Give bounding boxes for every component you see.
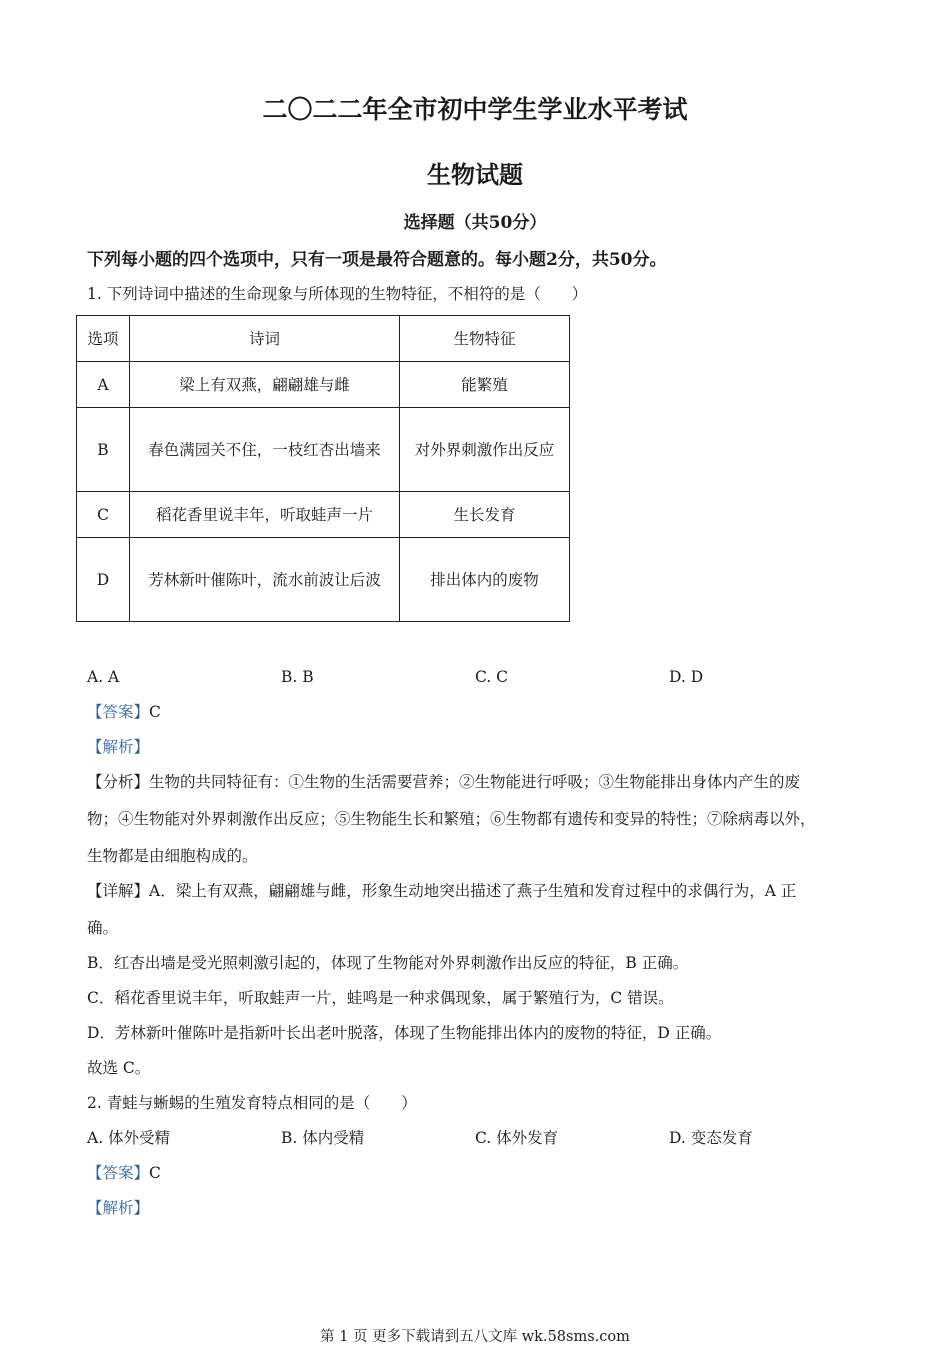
- q2-stem: 2. 青蛙与蜥蜴的生殖发育特点相同的是（ ）: [87, 1094, 417, 1112]
- instructions: 下列每小题的四个选项中，只有一项是最符合题意的。每小题2分，共50分。: [87, 250, 667, 270]
- header-option: 选项: [77, 316, 130, 362]
- q2-choice-b: B. 体内受精: [281, 1129, 365, 1147]
- q2-choice-a: A. 体外受精: [87, 1129, 171, 1147]
- page-footer: 第 1 页 更多下载请到五八文库 wk.58sms.com: [320, 1329, 630, 1345]
- q1-table: [76, 315, 570, 622]
- q1-choice-c: C. C: [475, 668, 509, 686]
- analysis-line: 【详解】A．梁上有双燕，翩翩雄与雌，形象生动地突出描述了燕子生殖和发育过程中的求偶行为，A 正: [87, 882, 797, 900]
- q2-answer: [87, 1163, 161, 1183]
- q2-analysis-tag: 【解析】: [87, 1199, 150, 1217]
- table-row: [77, 362, 570, 408]
- q1-choice-b: B. B: [281, 668, 314, 686]
- table-row: [77, 492, 570, 538]
- row-feature: 对外界刺激作出反应: [400, 408, 570, 492]
- subject-title: 生物试题: [427, 160, 523, 189]
- row-feature: 排出体内的废物: [400, 538, 570, 622]
- analysis-line: 确。: [87, 919, 119, 937]
- q1-choice-a: A. A: [87, 668, 120, 686]
- row-option: B: [77, 408, 130, 492]
- analysis-line: 生物都是由细胞构成的。: [87, 847, 258, 865]
- q1-choice-d: D. D: [669, 668, 704, 686]
- exam-title: 二〇二二年全市初中学生学业水平考试: [262, 95, 688, 124]
- row-poem: 春色满园关不住，一枝红杏出墙来: [130, 408, 400, 492]
- analysis-line: 故选 C。: [87, 1059, 151, 1077]
- header-feature: 生物特征: [400, 316, 570, 362]
- row-poem: 梁上有双燕，翩翩雄与雌: [130, 362, 400, 408]
- header-poem: 诗词: [130, 316, 400, 362]
- row-option: A: [77, 362, 130, 408]
- table-row: [77, 408, 570, 492]
- row-feature: 生长发育: [400, 492, 570, 538]
- analysis-line: C．稻花香里说丰年，听取蛙声一片，蛙鸣是一种求偶现象，属于繁殖行为，C 错误。: [87, 989, 674, 1007]
- answer-value: C: [149, 1164, 161, 1182]
- row-poem: 芳林新叶催陈叶，流水前波让后波: [130, 538, 400, 622]
- row-poem: 稻花香里说丰年，听取蛙声一片: [130, 492, 400, 538]
- row-feature: 能繁殖: [400, 362, 570, 408]
- section-title: 选择题（共50分）: [403, 213, 547, 233]
- row-option: D: [77, 538, 130, 622]
- answer-tag: 【答案】: [87, 703, 150, 721]
- analysis-line: 物；④生物能对外界刺激作出反应；⑤生物能生长和繁殖；⑥生物都有遗传和变异的特性；⑦除病毒以外，: [87, 810, 816, 828]
- q2-choice-c: C. 体外发育: [475, 1129, 559, 1147]
- table-header-row: [77, 316, 570, 362]
- q1-stem: 1. 下列诗词中描述的生命现象与所体现的生物特征，不相符的是（ ）: [87, 285, 588, 303]
- q1-analysis-tag: 【解析】: [87, 738, 150, 756]
- q2-choice-d: D. 变态发育: [669, 1129, 753, 1147]
- analysis-line: 【分析】生物的共同特征有：①生物的生活需要营养；②生物能进行呼吸；③生物能排出身体内产生的废: [87, 773, 801, 791]
- answer-tag: 【答案】: [87, 1164, 150, 1182]
- analysis-line: D．芳林新叶催陈叶是指新叶长出老叶脱落，体现了生物能排出体内的废物的特征，D 正确。: [87, 1024, 722, 1042]
- answer-value: C: [149, 703, 161, 721]
- row-option: C: [77, 492, 130, 538]
- table-row: [77, 538, 570, 622]
- analysis-line: B．红杏出墙是受光照刺激引起的，体现了生物能对外界刺激作出反应的特征，B 正确。: [87, 954, 689, 972]
- q1-answer: [87, 702, 161, 722]
